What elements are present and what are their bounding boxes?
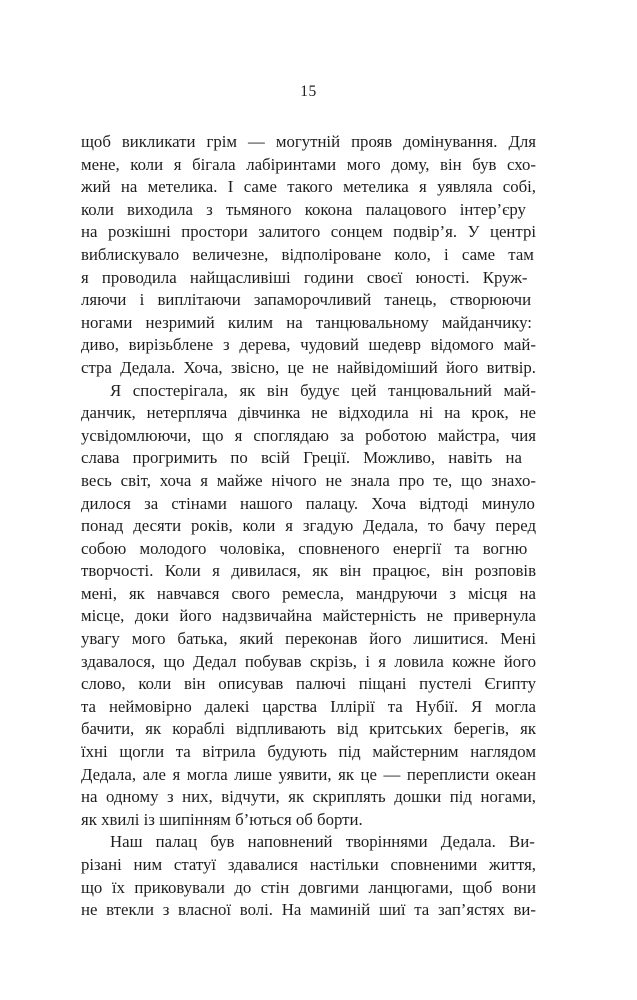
text-line: данчик, нетерпляча дівчинка не відходила ні на крок, не <box>81 403 536 423</box>
text-line: різані ним статуї здавалися настільки сповненими життя, <box>81 855 536 874</box>
text-line: як хвилі із шипінням б’ються об борти. <box>81 809 363 829</box>
text-line: бачити, як кораблі відпливають від критських берегів, як <box>81 719 536 739</box>
text-line: понад десяти років, коли я згадую Дедала, то бачу перед <box>81 516 536 536</box>
text-line: стра Дедала. Хоча, звісно, це не найвідоміший його витвір. <box>81 357 536 377</box>
text-line: коли виходила з тьмяного кокона палацового інтер’єру <box>81 199 526 219</box>
page-number: 15 <box>300 83 317 100</box>
text-line: я проводила найщасливіші години своєї юності. Круж- <box>81 267 528 287</box>
text-line: творчості. Коли я дивилася, як він працює, він розповів <box>81 561 536 581</box>
text-line: ляючи і виплітаючи запаморочливий танець, створюючи <box>81 290 532 310</box>
text-line: та неймовірно далекі царства Іллірії та Нубії. Я могла <box>81 696 536 716</box>
text-line: усвідомлюючи, що я споглядаю за роботою майстра, чия <box>81 425 536 445</box>
text-line: ногами незримий килим на танцювальному майданчику: <box>81 312 532 332</box>
text-line: на одному з них, відчути, як скриплять дошки під ногами, <box>81 787 536 807</box>
text-line: здавалося, що Дедал побував скрізь, і я ловила кожне його <box>81 651 536 671</box>
text-line: мене, коли я бігала лабіринтами мого дому, він був схо- <box>81 154 536 174</box>
text-block <box>81 131 536 922</box>
text-line: не втекли з власної волі. На маминій шиї та зап’ястях ви- <box>81 900 536 920</box>
text-line: на розкішні простори залитого сонцем подвір’я. У центрі <box>81 222 536 242</box>
text-line: Я спостерігала, як він будує цей танцювальний май- <box>110 380 536 400</box>
text-line: слава прогримить по всій Греції. Можливо, навіть на <box>81 448 522 468</box>
text-line: увагу мого батька, який переконав його лишитися. Мені <box>81 629 536 649</box>
text-line: жий на метелика. І саме такого метелика я уявляла собі, <box>81 177 536 197</box>
text-line: Дедала, але я могла лише уявити, як це — переплисти океан <box>81 764 536 784</box>
text-line: дилося за стінами нашого палацу. Хоча відтоді минуло <box>81 493 535 513</box>
text-line: їхні щогли та вітрила будують під майстерним наглядом <box>81 742 536 762</box>
text-line: щоб викликати грім — могутній прояв домінування. Для <box>81 132 536 151</box>
text-line: собою молодого чоловіка, сповненого енергії та вогню <box>81 538 528 558</box>
text-line: що їх приковували до стін довгими ланцюгами, щоб вони <box>81 877 536 897</box>
text-line: виблискувало величезне, відполіроване коло, і саме там <box>81 244 534 264</box>
text-line: Наш палац був наповнений творіннями Дедала. Ви- <box>110 832 535 852</box>
text-line: місце, доки його надзвичайна майстерність не привернула <box>81 606 536 626</box>
text-line: диво, вирізьблене з дерева, чудовий шедевр відомого май- <box>81 335 536 355</box>
text-line: мені, як навчався свого ремесла, мандруючи з місця на <box>81 583 536 603</box>
text-line: весь світ, хоча я майже нічого не знала про те, що знахо- <box>81 470 536 490</box>
text-line: слово, коли він описував палючі піщані пустелі Єгипту <box>81 674 536 694</box>
